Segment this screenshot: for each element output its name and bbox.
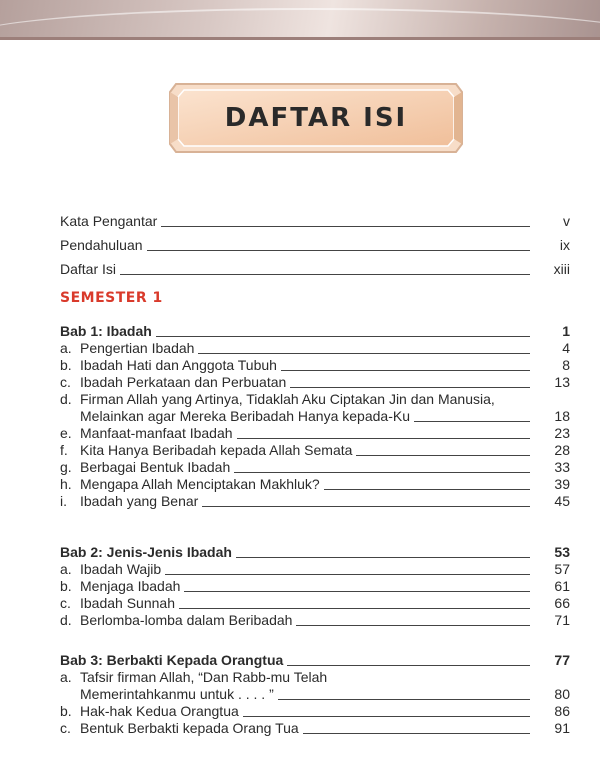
chapter-2-block bbox=[60, 544, 570, 629]
item-prefix: g. bbox=[60, 459, 72, 475]
toc-page: ix bbox=[559, 237, 570, 253]
leader-line bbox=[236, 557, 530, 558]
toc-row-wrapped[interactable] bbox=[60, 391, 570, 408]
item-prefix: a. bbox=[60, 340, 72, 356]
item-label: Kita Hanya Beribadah kepada Allah Semata bbox=[80, 442, 353, 458]
item-page: 8 bbox=[562, 357, 570, 373]
item-page: 80 bbox=[554, 686, 570, 702]
leader-line bbox=[120, 274, 530, 275]
item-label-continued: Memerintahkanmu untuk . . . . ” bbox=[80, 686, 274, 702]
item-label-continued: Melainkan agar Mereka Beribadah Hanya kepada-Ku bbox=[80, 408, 410, 424]
item-label: Hak-hak Kedua Orangtua bbox=[80, 703, 239, 719]
leader-line bbox=[161, 226, 530, 227]
toc-row[interactable] bbox=[60, 230, 570, 254]
item-label: Ibadah yang Benar bbox=[80, 493, 199, 509]
toc-row[interactable] bbox=[60, 459, 570, 476]
item-page: 61 bbox=[554, 578, 570, 594]
item-label: Ibadah Sunnah bbox=[80, 595, 175, 611]
toc-label: Daftar Isi bbox=[60, 261, 117, 277]
leader-line bbox=[356, 455, 530, 456]
item-prefix: c. bbox=[60, 595, 71, 611]
item-label: Berlomba-lomba dalam Beribadah bbox=[80, 612, 293, 628]
leader-line bbox=[290, 387, 530, 388]
item-page: 66 bbox=[554, 595, 570, 611]
leader-line bbox=[237, 438, 530, 439]
item-page: 13 bbox=[554, 374, 570, 390]
top-decorative-band bbox=[0, 0, 600, 40]
item-label: Pengertian Ibadah bbox=[80, 340, 195, 356]
chapter-page: 53 bbox=[554, 544, 570, 560]
leader-line bbox=[287, 665, 530, 666]
leader-line bbox=[414, 421, 530, 422]
toc-label: Kata Pengantar bbox=[60, 213, 158, 229]
toc-row[interactable] bbox=[60, 206, 570, 230]
item-prefix: c. bbox=[60, 374, 71, 390]
leader-line bbox=[156, 336, 530, 337]
item-label: Tafsir firman Allah, “Dan Rabb-mu Telah bbox=[80, 669, 328, 685]
item-prefix: i. bbox=[60, 493, 67, 509]
toc-row[interactable] bbox=[60, 612, 570, 629]
toc-row[interactable] bbox=[60, 476, 570, 493]
chapter-3-block bbox=[60, 652, 570, 737]
title-plaque bbox=[166, 80, 466, 156]
toc-row-wrapped[interactable] bbox=[60, 669, 570, 686]
item-prefix: d. bbox=[60, 612, 72, 628]
item-prefix: b. bbox=[60, 578, 72, 594]
toc-row[interactable] bbox=[60, 442, 570, 459]
front-matter-list bbox=[60, 206, 570, 278]
item-page: 28 bbox=[554, 442, 570, 458]
item-page: 86 bbox=[554, 703, 570, 719]
toc-row[interactable] bbox=[60, 703, 570, 720]
item-prefix: e. bbox=[60, 425, 72, 441]
chapter-page: 77 bbox=[554, 652, 570, 668]
item-prefix: b. bbox=[60, 357, 72, 373]
semester-heading: SEMESTER 1 bbox=[60, 290, 163, 306]
chapter-title: Bab 2: Jenis-Jenis Ibadah bbox=[60, 544, 232, 560]
chapter-row[interactable] bbox=[60, 652, 570, 669]
leader-line bbox=[202, 506, 530, 507]
toc-row[interactable] bbox=[60, 357, 570, 374]
item-label: Berbagai Bentuk Ibadah bbox=[80, 459, 231, 475]
item-label: Ibadah Perkataan dan Perbuatan bbox=[80, 374, 287, 390]
item-page: 45 bbox=[554, 493, 570, 509]
toc-row[interactable] bbox=[60, 374, 570, 391]
item-page: 23 bbox=[554, 425, 570, 441]
chapter-page: 1 bbox=[562, 323, 570, 339]
item-page: 91 bbox=[554, 720, 570, 736]
toc-row[interactable] bbox=[60, 595, 570, 612]
toc-page: xiii bbox=[553, 261, 570, 277]
leader-line bbox=[281, 370, 530, 371]
page-title: DAFTAR ISI bbox=[224, 103, 408, 133]
item-label: Mengapa Allah Menciptakan Makhluk? bbox=[80, 476, 320, 492]
leader-line bbox=[165, 574, 530, 575]
leader-line bbox=[278, 699, 530, 700]
item-label: Ibadah Hati dan Anggota Tubuh bbox=[80, 357, 277, 373]
chapter-title: Bab 3: Berbakti Kepada Orangtua bbox=[60, 652, 284, 668]
chapter-title: Bab 1: Ibadah bbox=[60, 323, 152, 339]
item-prefix: c. bbox=[60, 720, 71, 736]
chapter-1-block bbox=[60, 323, 570, 510]
toc-label: Pendahuluan bbox=[60, 237, 143, 253]
leader-line bbox=[234, 472, 530, 473]
leader-line bbox=[179, 608, 530, 609]
item-label: Menjaga Ibadah bbox=[80, 578, 181, 594]
item-prefix: d. bbox=[60, 391, 72, 407]
toc-row[interactable] bbox=[60, 254, 570, 278]
leader-line bbox=[324, 489, 530, 490]
toc-row[interactable] bbox=[60, 340, 570, 357]
item-page: 18 bbox=[554, 408, 570, 424]
item-prefix: b. bbox=[60, 703, 72, 719]
toc-row[interactable] bbox=[60, 493, 570, 510]
item-label: Bentuk Berbakti kepada Orang Tua bbox=[80, 720, 299, 736]
leader-line bbox=[296, 625, 530, 626]
item-prefix: a. bbox=[60, 669, 72, 685]
item-label: Manfaat-manfaat Ibadah bbox=[80, 425, 233, 441]
item-page: 33 bbox=[554, 459, 570, 475]
item-prefix: h. bbox=[60, 476, 72, 492]
leader-line bbox=[198, 353, 530, 354]
item-page: 71 bbox=[554, 612, 570, 628]
toc-row[interactable] bbox=[60, 561, 570, 578]
toc-row[interactable] bbox=[60, 425, 570, 442]
band-edge bbox=[0, 37, 600, 40]
toc-row-continuation[interactable] bbox=[60, 408, 570, 425]
item-label: Ibadah Wajib bbox=[80, 561, 162, 577]
item-page: 57 bbox=[554, 561, 570, 577]
leader-line bbox=[147, 250, 530, 251]
item-page: 39 bbox=[554, 476, 570, 492]
toc-row-continuation[interactable] bbox=[60, 686, 570, 703]
leader-line bbox=[184, 591, 530, 592]
leader-line bbox=[243, 716, 530, 717]
chapter-row[interactable] bbox=[60, 544, 570, 561]
toc-row[interactable] bbox=[60, 720, 570, 737]
item-prefix: a. bbox=[60, 561, 72, 577]
leader-line bbox=[303, 733, 530, 734]
item-prefix: f. bbox=[60, 442, 68, 458]
chapter-row[interactable] bbox=[60, 323, 570, 340]
toc-page: v bbox=[563, 213, 570, 229]
toc-row[interactable] bbox=[60, 578, 570, 595]
item-page: 4 bbox=[562, 340, 570, 356]
item-label: Firman Allah yang Artinya, Tidaklah Aku Ciptakan Jin dan Manusia, bbox=[80, 391, 495, 407]
